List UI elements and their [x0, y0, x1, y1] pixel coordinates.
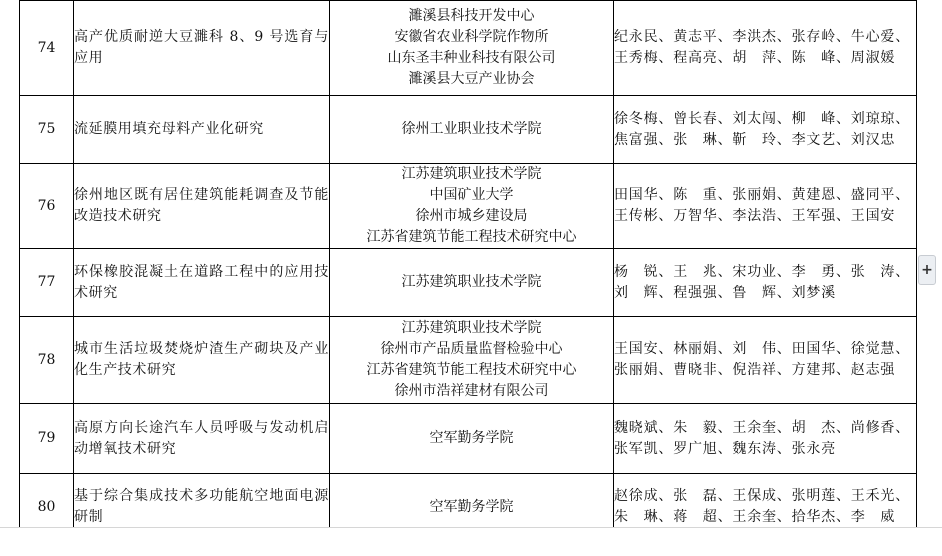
organization-name: 徐州市浩祥建材有限公司 — [394, 383, 549, 399]
organization-name: 濉溪县科技开发中心 — [408, 8, 535, 24]
organization-name: 空军勤务学院 — [429, 498, 514, 515]
participants-line: 张军凯、罗广旭、魏东涛、张永亮 — [614, 440, 836, 457]
organization-list — [330, 317, 614, 404]
organization-name: 安徽省农业科学院作物所 — [394, 29, 549, 45]
organization-name: 空军勤务学院 — [429, 430, 514, 446]
participants-line: 朱 琳、蒋 超、王余奎、拾华杰、李 威 — [614, 509, 896, 525]
row-number: 79 — [20, 404, 74, 474]
organization-list — [330, 96, 614, 164]
table-row — [20, 1, 917, 96]
project-title: 基于综合集成技术多功能航空地面电源研制 — [74, 474, 330, 541]
participants-line: 纪永民、黄志平、李洪杰、张存岭、牛心爱、 — [614, 29, 910, 45]
participants-line: 魏晓斌、朱 毅、王余奎、胡 杰、尚修香、 — [614, 419, 910, 436]
organization-name: 江苏建筑职业技术学院 — [401, 320, 542, 336]
participants-list — [614, 249, 917, 317]
row-number: 78 — [20, 317, 74, 404]
organization-name: 江苏省建筑节能工程技术研究中心 — [366, 362, 577, 378]
organization-name: 徐州工业职业技术学院 — [401, 121, 542, 137]
participants-line: 赵徐成、张 磊、王保成、张明莲、王禾光、 — [614, 488, 910, 504]
table-row — [20, 404, 917, 474]
table-row — [20, 164, 917, 249]
project-title: 流延膜用填充母料产业化研究 — [74, 96, 330, 164]
page-bottom-edge — [0, 527, 942, 556]
organization-name: 徐州市产品质量监督检验中心 — [380, 341, 563, 357]
organization-name: 濉溪县大豆产业协会 — [408, 71, 535, 87]
page-left-margin — [0, 0, 19, 555]
row-number: 77 — [20, 249, 74, 317]
row-number: 80 — [20, 474, 74, 541]
organization-list — [330, 249, 614, 317]
participants-list — [614, 404, 917, 474]
project-title: 高产优质耐逆大豆濉科 8、9 号选育与应用 — [74, 1, 330, 96]
participants-list — [614, 164, 917, 249]
participants-line: 王国安、林丽娟、刘 伟、田国华、徐觉慧、 — [614, 341, 910, 357]
awards-table — [19, 0, 917, 541]
table-row — [20, 249, 917, 317]
row-number: 76 — [20, 164, 74, 249]
organization-list — [330, 404, 614, 474]
project-title: 高原方向长途汽车人员呼吸与发动机启动增氧技术研究 — [74, 404, 330, 474]
participants-line: 徐冬梅、曾长春、刘太闯、柳 峰、刘琼琼、 — [614, 110, 910, 127]
participants-line: 刘 辉、程强强、鲁 辉、刘梦溪 — [614, 284, 836, 301]
project-title: 城市生活垃圾焚烧炉渣生产砌块及产业化生产技术研究 — [74, 317, 330, 404]
participants-list — [614, 317, 917, 404]
participants-line: 焦富强、张 琳、靳 玲、李文艺、刘汉忠 — [614, 131, 896, 148]
participants-line: 田国华、陈 重、张丽娟、黄建恩、盛同平、 — [614, 187, 910, 203]
organization-list — [330, 164, 614, 249]
expand-icon[interactable]: + — [918, 255, 936, 285]
participants-list — [614, 1, 917, 96]
project-title: 环保橡胶混凝土在道路工程中的应用技术研究 — [74, 249, 330, 317]
table-row — [20, 317, 917, 404]
row-number: 74 — [20, 1, 74, 96]
participants-list — [614, 96, 917, 164]
organization-name: 中国矿业大学 — [429, 187, 514, 203]
organization-name: 徐州市城乡建设局 — [415, 208, 528, 224]
organization-list — [330, 1, 614, 96]
organization-name: 江苏建筑职业技术学院 — [401, 166, 542, 182]
table-row — [20, 96, 917, 164]
row-number: 75 — [20, 96, 74, 164]
participants-line: 王传彬、万智华、李法浩、王军强、王国安 — [614, 208, 896, 224]
organization-name: 山东圣丰种业科技有限公司 — [387, 50, 556, 66]
organization-name: 江苏建筑职业技术学院 — [401, 274, 542, 290]
project-title: 徐州地区既有居住建筑能耗调查及节能改造技术研究 — [74, 164, 330, 249]
participants-line: 杨 锐、王 兆、宋功业、李 勇、张 涛、 — [614, 263, 910, 280]
participants-line: 王秀梅、程高亮、胡 萍、陈 峰、周淑媛 — [614, 50, 896, 66]
participants-line: 张丽娟、曹晓非、倪浩祥、方建邦、赵志强 — [614, 362, 896, 378]
organization-name: 江苏省建筑节能工程技术研究中心 — [366, 229, 577, 245]
